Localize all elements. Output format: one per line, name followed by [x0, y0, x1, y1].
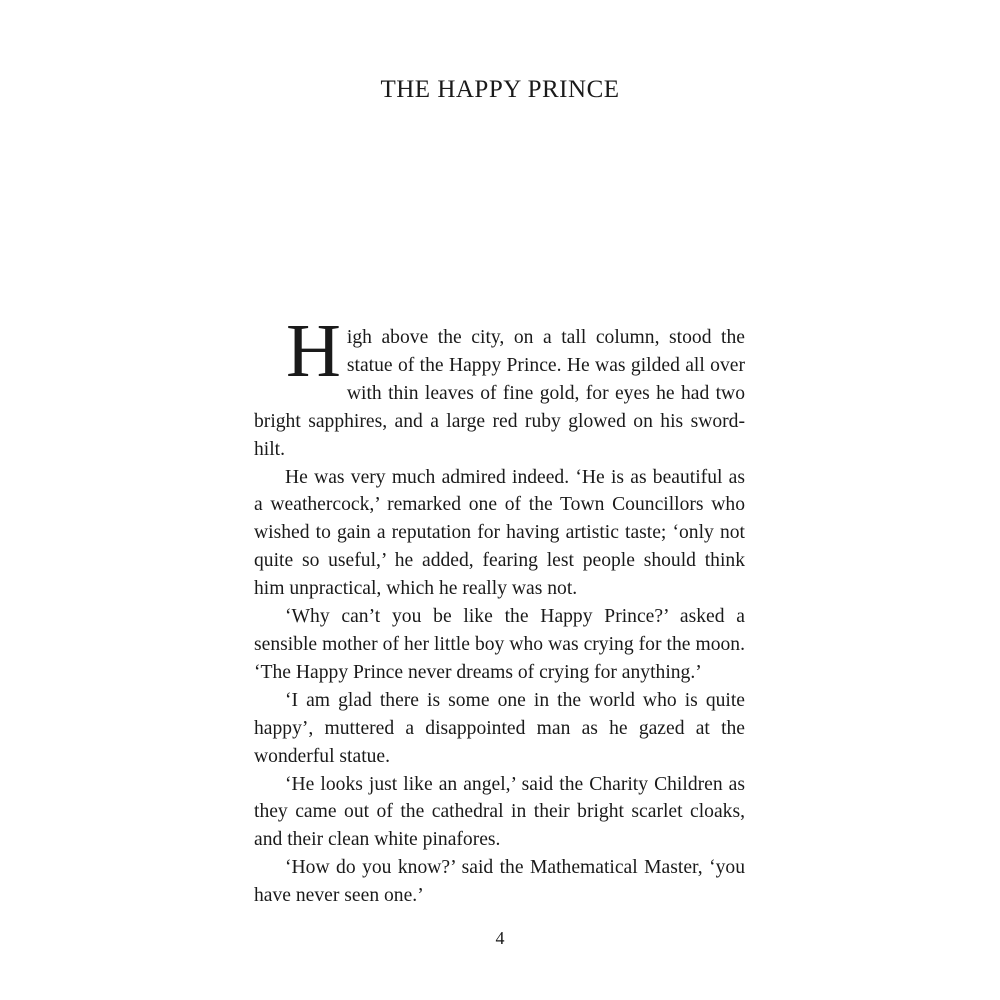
paragraph-2: He was very much admired indeed. ‘He is as beautiful as a weathercock,’ remarked one of the Town Councillors who wished to gain a reputation for having artistic taste; ‘only not quite so useful,’ he added, fearing lest people should think him unpractical, which he really was not. — [254, 466, 745, 600]
page-number: 4 — [495, 928, 505, 948]
drop-cap: H — [286, 309, 341, 393]
paragraph-6: ‘How do you know?’ said the Mathematical Master, ‘you have never seen one.’ — [254, 857, 745, 907]
paragraph-5: ‘He looks just like an angel,’ said the Charity Children as they came out of the cathedral in their bright scarlet cloaks, and their clean white pinafores. — [254, 773, 745, 851]
page-title: THE HAPPY PRINCE — [380, 76, 620, 103]
paragraph-3: ‘Why can’t you be like the Happy Prince?’ asked a sensible mother of her little boy who was crying for the moon. ‘The Happy Prince never dreams of crying for anything.’ — [254, 606, 745, 683]
paragraph-1 — [254, 296, 745, 464]
story-body — [254, 296, 745, 910]
paragraph-4: ‘I am glad there is some one in the world who is quite happy’, muttered a disappointed man as he gazed at the wonderful statue. — [254, 689, 745, 767]
paragraph-1-text: igh above the city, on a tall column, stood the statue of the Happy Prince. He was gilded all over with thin leaves of fine gold, for eyes he had two bright sapphires, and a large red ruby glowed on his sword-hilt. — [254, 327, 745, 460]
